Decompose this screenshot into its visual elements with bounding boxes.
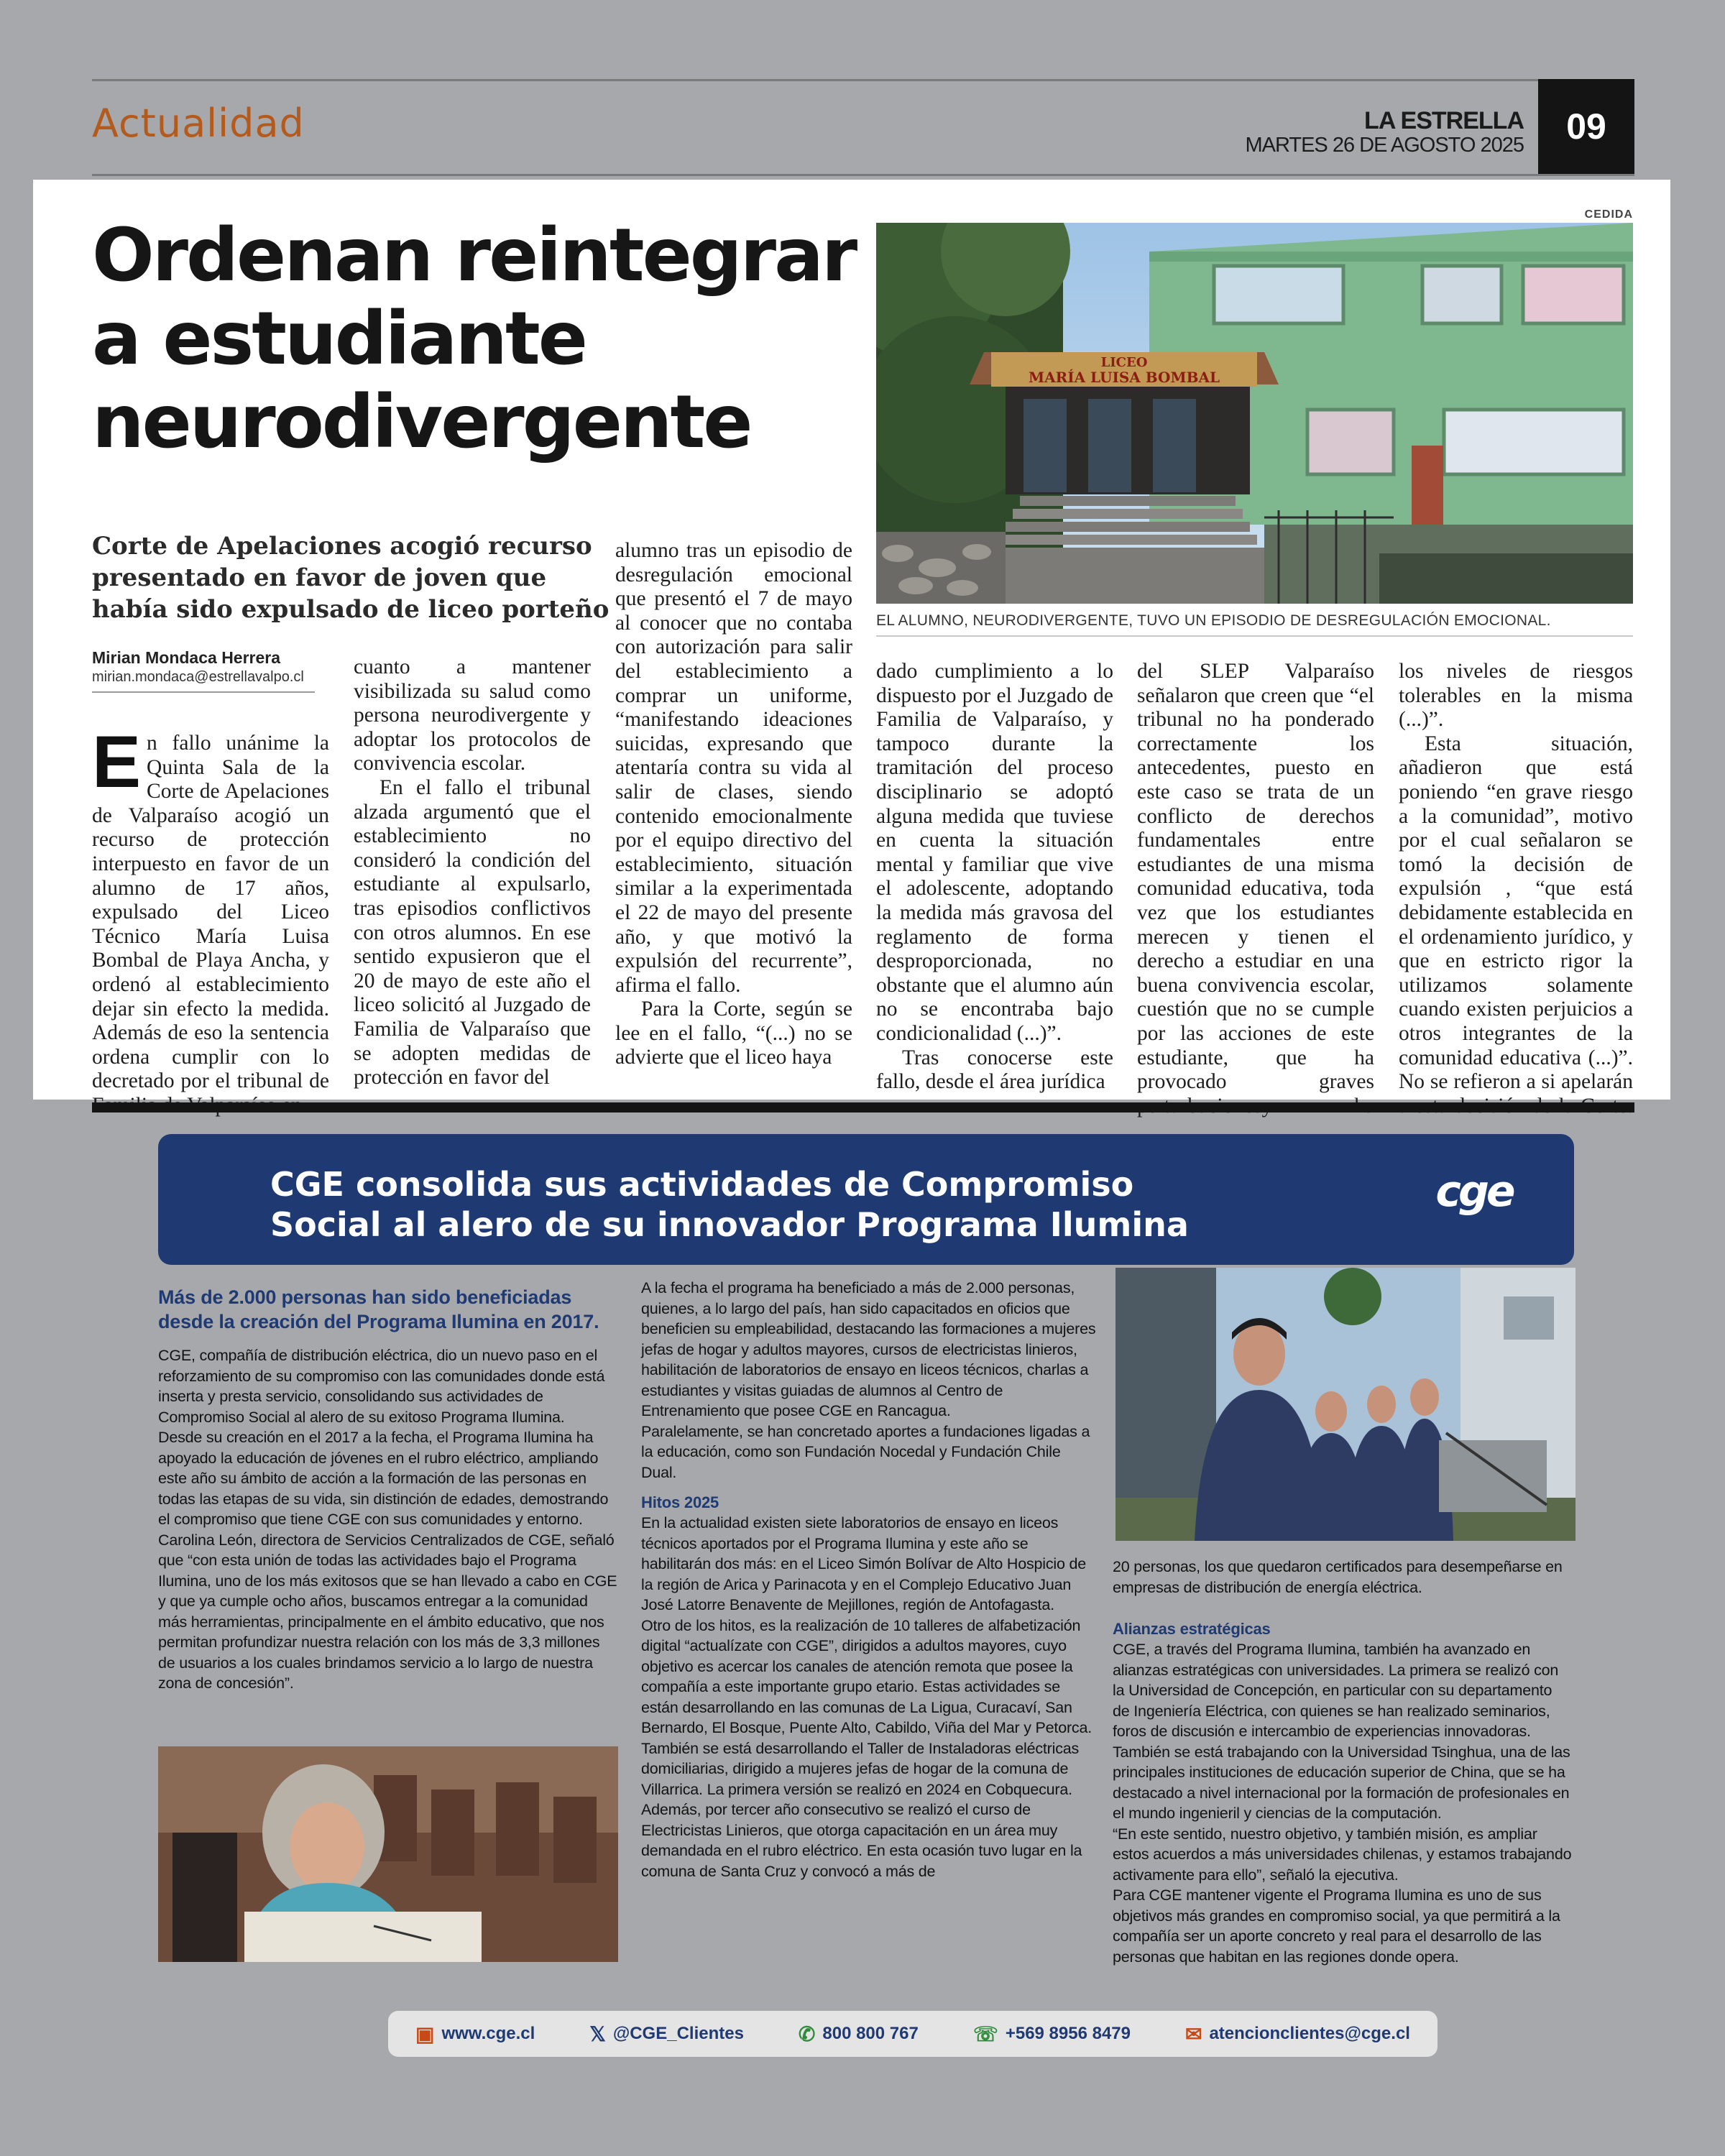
author-name: Mirian Mondaca Herrera <box>92 648 281 667</box>
ad-paragraph: CGE, a través del Programa Ilumina, también ha avanzado en alianzas estratégicas con universidades. La primera se realizó con la Universidad de Concepción, en particular con su departamento de Ingeniería Eléctrica, con quienes se han realizado seminarios, foros de discusión e intercambio de experiencias innovadoras. <box>1113 1641 1559 1740</box>
ad-column-3 <box>1113 1557 1573 1967</box>
contact-whatsapp-text: +569 8956 8479 <box>1005 2024 1131 2043</box>
contact-x-text: @CGE_Clientes <box>612 2024 744 2043</box>
headline <box>92 214 897 464</box>
headline-line: a estudiante <box>92 296 586 382</box>
ad-subheading: Alianzas estratégicas <box>1113 1620 1271 1638</box>
laptop-icon: ▣ <box>415 2022 435 2045</box>
ad-subheading: Hitos 2025 <box>641 1493 719 1511</box>
paragraph: n fallo unánime la Quinta Sala de la Corte de Apelaciones de Valparaíso acogió un recurso de protección interpuesto en favor de un alumno de 17 años, expulsado del Liceo Técnico María Luisa Bombal de Playa Ancha, y ordenó al establecimiento dejar sin efecto la medida. Además de eso la sentencia ordena cumplir con lo decretado por el tribunal de <box>92 732 329 1093</box>
photo-credit: CEDIDA <box>1584 208 1633 221</box>
ad-lede: Más de 2.000 personas han sido beneficiadas desde la creación del Programa Ilumina en 2017. <box>158 1286 599 1332</box>
headline-line: Ordenan reintegrar <box>92 213 856 298</box>
paragraph: alumno tras un episodio de desregulación emocional que presentó el 7 de mayo al conocer que no contaba con autorización para salir del establecimiento a comprar un uniforme, “manifestando ideaciones suicidas, expresando que atentaría contra su vida al salir de clases, siendo contenido emocionalmente por el equipo directivo del establecimiento, situación similar a la experimentada el 22 de mayo del presente año, y que motivó la expulsión del recurrente”, afirma el fallo. <box>615 539 852 997</box>
contact-web-text: www.cge.cl <box>441 2024 535 2043</box>
paper-name: LA ESTRELLA <box>1364 107 1524 134</box>
section-divider <box>92 1102 1634 1112</box>
phone-icon: ✆ <box>798 2022 816 2045</box>
x-logo-icon: 𝕏 <box>589 2022 606 2045</box>
paragraph: En el fallo el tribunal alzada argumentó que el establecimiento no consideró la condición del estudiante al expulsarlo, tras episodios conflictivos con otros alumnos. En ese sentido expusieron que el 20 de mayo de este año el liceo solicitó al Juzgado de Familia de Valparaíso que se adopten medidas de protección en favor del <box>354 775 591 1089</box>
ad-title-line: Social al alero de su innovador Programa Ilumina <box>270 1205 1189 1244</box>
whatsapp-icon: ☏ <box>972 2022 998 2045</box>
contact-phone-text: 800 800 767 <box>822 2024 919 2043</box>
contact-bar <box>388 2011 1438 2057</box>
sign-line-1: LICEO <box>1100 355 1148 370</box>
page-number: 09 <box>1538 79 1634 174</box>
ad-paragraph: Paralelamente, se han concretado aportes a fundaciones ligadas a la educación, como son Fundación Nocedal y Fundación Chile Dual. <box>641 1422 1090 1481</box>
masthead <box>1245 108 1524 157</box>
ad-title-line: CGE consolida sus actividades de Compromiso <box>270 1165 1134 1204</box>
article-column-6 <box>1399 660 1633 1143</box>
ad-banner <box>158 1134 1574 1265</box>
envelope-icon: ✉ <box>1184 2022 1202 2045</box>
sign-line-2: MARÍA LUISA BOMBAL <box>1028 369 1220 386</box>
author-email: mirian.mondaca@estrellavalpo.cl <box>92 669 304 685</box>
ad-paragraph: Para CGE mantener vigente el Programa Ilumina es uno de sus objetivos más grandes en compromiso social, ya que permitirá a la compañía ser un aporte concreto y real para el desarrollo de las personas que habitan en las regiones donde opera. <box>1113 1886 1560 1966</box>
byline-rule <box>92 691 315 693</box>
ad-paragraph: Otro de los hitos, es la realización de 10 talleres de alfabetización digital “actualízate con CGE”, dirigidos a adultos mayores, cuyo objetivo es acercar los canales de atención remota que posee la compañía a este importante grupo etario. Estas actividades se están desarrollando en las comunas de La Ligua, Curacaví, San Bernardo, El Bosque, Puente Alto, Cabildo, Viña del Mar y Petorca. <box>641 1616 1092 1736</box>
ad-paragraph: CGE, compañía de distribución eléctrica, dio un nuevo paso en el reforzamiento de su compromiso con las comunidades donde está inserta y presta servicio, consolidando sus actividades de Compromiso Social al alero de su exitoso Programa Ilumina. <box>158 1347 605 1426</box>
ad-paragraph: También se está desarrollando el Taller de Instaladoras eléctricas domiciliarias, dirigido a mujeres jefas de hogar de la comuna de Villarrica. La primera versión se realizó en 2024 en Cobquecura. Además, por tercer año consecutivo se realizó el curso de Electricistas Linieros, que otorga capacitación en un área muy demandada en el rubro eléctrico. En esta ocasión tuvo lugar en la comuna de Santa Cruz y convocó a más de <box>641 1739 1082 1880</box>
cge-logo-icon <box>1420 1167 1528 1221</box>
paragraph: dado cumplimiento a lo dispuesto por el Juzgado de Familia de Valparaíso, y tampoco durante la tramitación del proceso disciplinario se adoptó alguna medida que tuviese en cuenta la situación mental y familiar que vive el adolescente, adoptando la medida más gravosa del reglamento de forma desproporcionada, no obstante que el alumno aún no se encontraba bajo condicionalidad (...)”. <box>876 660 1113 1045</box>
article-column-3 <box>615 539 852 1070</box>
ad-paragraph: También se está trabajando con la Universidad Tsinghua, una de las principales instituciones de educación superior de China, que se ha destacado a nivel internacional por la formación de profesionales en el mundo ingenieril y ciencias de la computación. <box>1113 1743 1570 1822</box>
contact-email-text: atencionclientes@cge.cl <box>1209 2024 1410 2043</box>
top-rule <box>92 79 1634 81</box>
contact-email[interactable] <box>1185 2022 1410 2046</box>
contact-whatsapp[interactable] <box>973 2022 1131 2046</box>
article-column-5 <box>1137 660 1374 1143</box>
contact-web[interactable] <box>415 2022 535 2046</box>
paragraph: del SLEP Valparaíso señalaron que creen que “el tribunal no ha ponderado correctamente los antecedentes, puesto en este caso se trata de un conflicto de derechos fundamentales entre estudiantes de una misma comunidad educativa, toda vez que los estudiantes merecen y tienen el derecho a estudiar en una buena convivencia escolar, cuestión que no se cumple por las acciones de este estudiante, que ha provocado graves <box>1137 660 1374 1094</box>
article-column-1 <box>92 721 329 1118</box>
byline <box>92 648 351 693</box>
section-label: Actualidad <box>92 101 305 146</box>
article-column-4 <box>876 660 1113 1095</box>
drop-cap: E <box>92 721 142 803</box>
ad-paragraph: Carolina León, directora de Servicios Centralizados de CGE, señaló que “con esta unión de todas las actividades bajo el Programa Ilumina, uno de los más exitosos que se han llevado a cabo en CGE y que ya cumple ocho años, buscamos entregar a la comunidad más herramientas, principalmente en el ámbito educativo, que nos permitan profundizar nuestra relación con los más de 3,3 millones de usuarios a los cuales brindamos servicio a lo largo de nuestra zona de concesión”. <box>158 1531 617 1692</box>
paragraph: cuanto a mantener visibilizada su salud como persona neurodivergente y adoptar los protocolos de convivencia escolar. <box>354 655 591 775</box>
ad-paragraph: A la fecha el programa ha beneficiado a más de 2.000 personas, quienes, a lo largo del país, han sido capacitados en oficios que beneficien su empleabilidad, destacando las formaciones a mujeres jefas de hogar y adultos mayores, cursos de electricistas linieros, habilitación de laboratorios de ensayo en liceos técnicos, charlas a estudiantes y visitas guiadas de alumnos al Centro de Entrenamiento que posee CGE en Rancagua. <box>641 1279 1096 1419</box>
contact-x[interactable] <box>589 2022 744 2046</box>
article-subhead: Corte de Apelaciones acogió recurso presentado en favor de joven que había sido expulsado de liceo porteño <box>92 532 610 624</box>
ad-column-2 <box>641 1278 1097 1881</box>
paragraph: Para la Corte, según se lee en el fallo, “(...) no se advierte que el liceo haya <box>615 998 852 1069</box>
elderly-woman-photo <box>158 1746 618 1962</box>
ad-paragraph: “En este sentido, nuestro objetivo, y también misión, es ampliar estos acuerdos a más universidades chilenas, y estamos trabajando activamente para ello”, señaló la ejecutiva. <box>1113 1825 1572 1884</box>
ad-column-1 <box>158 1285 618 1694</box>
school-photo <box>876 223 1633 604</box>
news-article <box>33 180 1670 1100</box>
headline-line: neurodivergente <box>92 379 751 465</box>
paragraph: Esta situación, añadieron que está poniendo “en grave riesgo a la comunidad”, motivo por el cual señalaron se tomó la decisión de expulsión , “que está debidamente establecida en el ordenamiento jurídico, y que en estricto rigor la utilizamos solamente cuando existen perjuicios a otros integrantes de la comunidad educativa (...)”. No se refieron a si apelarán <box>1399 732 1633 1094</box>
ad-paragraph: 20 personas, los que quedaron certificados para desempeñarse en empresas de distribución de energía eléctrica. <box>1113 1558 1563 1596</box>
paragraph: los niveles de riesgos tolerables en la misma (...)”. <box>1399 660 1633 732</box>
paragraph: Tras conocerse este fallo, desde el área jurídica <box>876 1046 1113 1094</box>
header-rule <box>92 174 1634 176</box>
issue-date: MARTES 26 DE AGOSTO 2025 <box>1245 134 1524 157</box>
logo-text: cge <box>1435 1167 1513 1217</box>
ad-title <box>270 1164 1189 1245</box>
students-photo <box>1116 1268 1576 1541</box>
ad-paragraph: Desde su creación en el 2017 a la fecha, el Programa Ilumina ha apoyado la educación de jóvenes en el rubro eléctrico, ampliando este año su ámbito de acción a la formación de las personas en todas las etapas de su vida, sin distinción de edades, demostrando el compromiso que tiene CGE con sus comunidades y entorno. <box>158 1429 609 1528</box>
cge-advertorial <box>92 1121 1634 2077</box>
ad-paragraph: En la actualidad existen siete laboratorios de ensayo en liceos técnicos aportados por el Programa Ilumina y este año se habilitarán dos más: en el Liceo Simón Bolívar de Alto Hospicio de la región de Arica y Parinacota y en el Complejo Educativo Juan José Latorre Benavente de Mejillones, región de Antofagasta. <box>641 1514 1087 1613</box>
photo-caption: EL ALUMNO, NEURODIVERGENTE, TUVO UN EPISODIO DE DESREGULACIÓN EMOCIONAL. <box>876 612 1633 637</box>
article-column-2 <box>354 655 591 1090</box>
contact-phone[interactable] <box>799 2022 919 2046</box>
